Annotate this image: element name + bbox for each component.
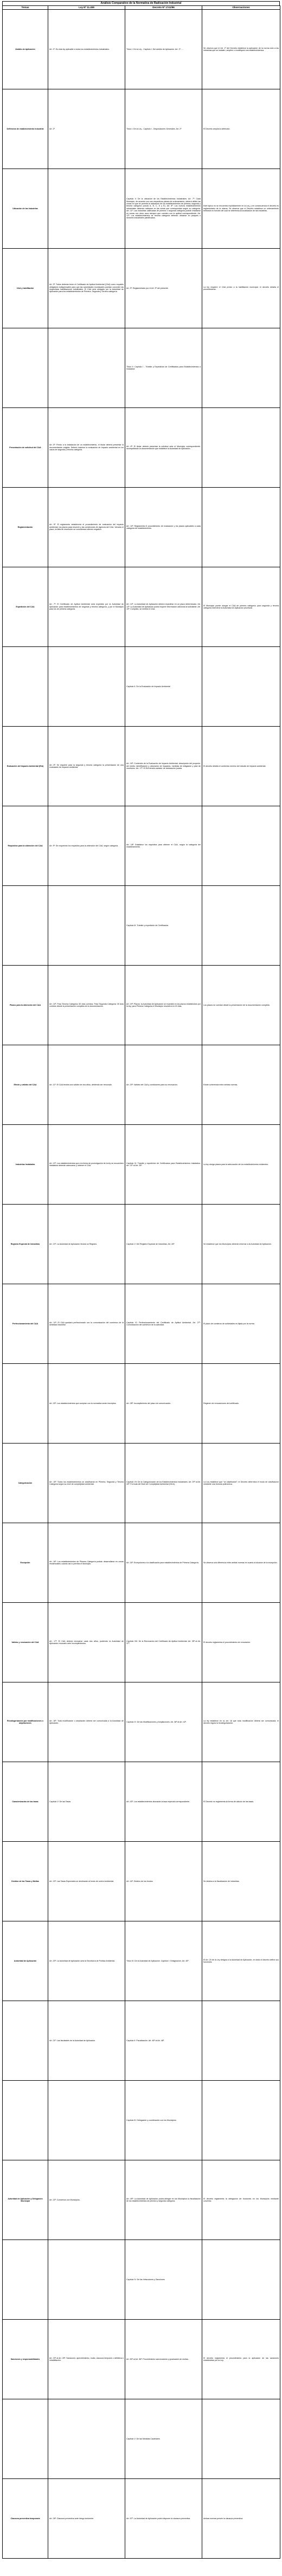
decreto-cell: Capítulo V: Del Registro Especial de Industrias. Art. 26º. [125, 1205, 202, 1284]
column-header-decreto: Decreto Nº 1741/96 [125, 6, 202, 10]
decreto-cell: Capítulo II: Fiscalización. Art. 46º al Art. 48º. [125, 2001, 202, 2081]
ley-cell: Art. 5º: Previo a la instalación de un establecimiento, el titular deberá presentar la documentación exigida. Deberá incluirse la evaluación de impacto ambiental en los casos de segunda y tercera categoría. [48, 408, 125, 488]
tema-cell: Expedición del CAA [3, 567, 48, 647]
tema-cell [3, 328, 48, 408]
decreto-cell: Capítulo III: Delegación y coordinación con los Municipios [125, 2081, 202, 2160]
decreto-cell: Capítulo IX: De las Modificaciones y Ampliaciones. Art. 38º al Art. 42º. [125, 1682, 202, 1762]
ley-cell: Art. 21º: Las facultades de la Autoridad de Aplicación. [48, 2001, 125, 2081]
ley-cell: Art. 14º: El CAA quedará perfeccionado con la comunicación del comienzo de la actividad industrial. [48, 1284, 125, 1364]
tema-cell: Sanciones y responsabilidades [3, 2320, 48, 2399]
tema-cell: Clausura preventiva temporaria [3, 2479, 48, 2559]
decreto-cell: Capítulo II: De la Evaluación de Impacto Ambiental [125, 647, 202, 727]
table-row [3, 2320, 280, 2399]
decreto-cell: Art. 20º: Validez del CAA y condiciones para su renovación. [125, 1045, 202, 1125]
ley-cell: Capítulo V: De las Tasas [48, 1762, 125, 1842]
observaciones-cell [202, 647, 280, 727]
decreto-cell: Capítulo III: Trámite y expedición de Certificados [125, 886, 202, 966]
ley-cell [48, 2240, 125, 2320]
decreto-cell: Título II: Capítulo I - Trámite y Expedición de Certificados para Establecimientos a Instalarse [125, 328, 202, 408]
ley-cell [48, 2081, 125, 2160]
decreto-cell: Capítulo II: De la ubicación de los Establecimientos Industriales. Art. 7º: Cada Municipio, de acuerdo con sus respectivos planes de ordenamiento, deberá definir las zonas en que se permita la radicación de los establecimientos de primera, segunda y tercera categoría (zonas A, B, C, D y E). Art. 8º: Los nuevos establecimientos industriales deberán radicarse en las zonas que correspondan según su categoría. Art. 11º: Las industrias calificadas de primera o segunda categoría podrán instalarse en zonas con otros usos siempre que cuenten con la aptitud correspondiente. Art. 12º: Los establecimientos de tercera categoría deberán ubicarse en parques o sectores industriales planificados. [125, 169, 202, 249]
table-row [3, 1842, 280, 1921]
ley-cell [48, 2399, 125, 2479]
ley-cell [48, 169, 125, 249]
column-header-observaciones: Observaciones [202, 6, 280, 10]
observaciones-cell: El Art. 20 de la Ley designa a la Autoridad de Aplicación, en tanto el decreto define sus funciones. [202, 1921, 280, 2001]
decreto-cell: Art. 34º: Excepciones a la clasificación para establecimientos de Primera Categoría. [125, 1523, 202, 1603]
ley-cell: Art. 13º: La Autoridad de Aplicación llevará un Registro. [48, 1205, 125, 1284]
observaciones-cell [202, 328, 280, 408]
table-row [3, 249, 280, 328]
decreto-cell: Art. 13º: La Autoridad de Aplicación deberá expedirse en un plazo determinado. Art. 14º: La Autoridad de Aplicación podrá requerir información adicional al solicitante. Art. 15º: Cumplido, se emitirá el CAA. [125, 567, 202, 647]
table-row [3, 1125, 280, 1205]
document-title: Análisis Comparativo de la Normativa de Radicación Industrial [2, 1, 280, 5]
decreto-cell: Art. 16º: Contenido de la Evaluación de Impacto Ambiental: descripción del proyecto, del medio, identificación y valoración de impactos, medidas de mitigación y plan de monitoreo. Art. 17º: El EIA tendrá carácter de declaración jurada. [125, 727, 202, 806]
tema-cell: CAA y habilitación [3, 249, 48, 328]
tema-cell: Recategorización por modificaciones o ampliaciones [3, 1682, 48, 1762]
decreto-cell: Art. 8º: El titular deberá presentar la solicitud ante el Municipio correspondiente, acompañando la documentación que establece la Autoridad de Aplicación. [125, 408, 202, 488]
tema-cell: Efecto y validez del CAA [3, 1045, 48, 1125]
observaciones-cell: La ley otorga plazos para la adecuación de los establecimientos existentes. [202, 1125, 280, 1205]
ley-cell: Art. 15º: Los establecimientos que cumplan con la normativa serán inscriptos. [48, 1364, 125, 1444]
ley-cell: Art. 2º [48, 89, 125, 169]
tema-cell: Autoridad de Aplicación [3, 1921, 48, 2001]
table-row [3, 2081, 280, 2160]
ley-cell [48, 886, 125, 966]
table-row [3, 328, 280, 408]
table-row [3, 1762, 280, 1842]
observaciones-cell: Régimen de renovaciones del certificado. [202, 1364, 280, 1444]
ley-cell: Art. 26º: Clausura preventiva ante riesgo inminente. [48, 2479, 125, 2559]
observaciones-cell [202, 2001, 280, 2081]
ley-cell: Art. 20º: La Autoridad de Aplicación será la Secretaría de Política Ambiental. [48, 1921, 125, 2001]
tema-cell [3, 647, 48, 727]
decreto-cell: Capítulo VIII: De la Renovación del Certificado de Aptitud Ambiental. Art. 35º al Art. 37º. [125, 1603, 202, 1682]
observaciones-cell: El plazo de comienzo de actividades es fijado por la norma. [202, 1284, 280, 1364]
decreto-cell: Título I: De la Ley - Capítulo I: Del ámbito de Aplicación. Art. 1º: ... [125, 10, 202, 89]
table-row [3, 1523, 280, 1603]
observaciones-cell: Los plazos se cuentan desde la presentación de la documentación completa. [202, 966, 280, 1045]
decreto-cell: Capítulo V: De las Medidas Cautelares [125, 2399, 202, 2479]
table-row [3, 169, 280, 249]
decreto-cell: Título III: De la Autoridad de Aplicación. Capítulo I: Designación. Art. 45º. [125, 1921, 202, 2001]
observaciones-cell: El decreto reglamenta el procedimiento de renovación. [202, 1603, 280, 1682]
table-row [3, 1682, 280, 1762]
observaciones-cell: Se observa una diferencia entre ambas normas en cuanto al alcance de la excepción. [202, 1523, 280, 1603]
table-row [3, 1045, 280, 1125]
tema-cell: Categorización [3, 1444, 48, 1523]
ley-cell: Art. 11º: El CAA tendrá una validez de dos años, debiendo ser renovado. [48, 1045, 125, 1125]
decreto-cell: Capítulo IV: De las Infracciones y Sanciones [125, 2240, 202, 2320]
table-header-row [3, 6, 280, 10]
tema-cell: Evaluación del Impacto Ambiental (EIA) [3, 727, 48, 806]
table-row [3, 2001, 280, 2081]
decreto-cell: Art. 19º: Plazos: la Autoridad de Aplicación se expedirá en los plazos establecidos por la ley; para Primera Categoría el Municipio resolverá en 15 días. [125, 966, 202, 1045]
observaciones-cell: Este tópico no se encuentra explícitamente en la Ley, y en consecuencia el decreto es reglamentario de la misma. Se observa que el Decreto establece un ordenamiento territorial en función del cual se determina la localización de las industrias. [202, 169, 280, 249]
observaciones-cell: Existe coherencia entre ambas normas. [202, 1045, 280, 1125]
table-row [3, 2240, 280, 2320]
observaciones-cell: El Decreto no reglamenta la forma de cálculo de las tasas. [202, 1762, 280, 1842]
tema-cell: Ámbito de Aplicación [3, 10, 48, 89]
observaciones-cell: La Ley establece que "se clasificarán"; el Decreto determina el modo de clasificación mediante una fórmula polinómica. [202, 1444, 280, 1523]
observaciones-cell [202, 806, 280, 886]
ley-cell: Art. 3º: Todos deberán tener el Certificado de Aptitud Ambiental (CAA) como requisito obligatorio indispensable para que las autoridades municipales puedan conceder las respectivas habilitaciones industriales. El CAA será otorgado por la Autoridad de Aplicación para los establecimientos de Primera, Segunda y Tercera categoría. [48, 249, 125, 328]
ley-cell: Art. 1º: Es esta ley aplicable a todos los establecimientos industriales. [48, 10, 125, 89]
table-row [3, 1603, 280, 1682]
observaciones-cell: El decreto reglamenta el procedimiento para la aplicación de las sanciones establecidas por la Ley. [202, 2320, 280, 2399]
table-row [3, 966, 280, 1045]
tema-cell: Presentación de solicitud del CAA [3, 408, 48, 488]
decreto-cell: Art. 10º: Reglamenta el procedimiento de evaluación y los plazos aplicables a cada categoría de establecimiento. [125, 488, 202, 567]
table-row [3, 727, 280, 806]
table-row [3, 408, 280, 488]
tema-cell: Ubicación de las Industrias [3, 169, 48, 249]
decreto-cell: Capítulo VI: Perfeccionamiento del Certificado de Aptitud Ambiental. Art. 27º: Comunicación del comienzo de la actividad. [125, 1284, 202, 1364]
tema-cell [3, 2399, 48, 2479]
column-header-ley: Ley Nº 11.459 [48, 6, 125, 10]
observaciones-cell [202, 2081, 280, 2160]
observaciones-cell: El Municipio puede otorgar el CAA de primera categoría; para segunda y tercera categoría interviene la Autoridad de Aplicación provincial. [202, 567, 280, 647]
ley-cell: Art. 22º: Convenios con Municipios. [48, 2160, 125, 2240]
decreto-cell: Art. 3º: Reglamentado por el Art. 9º del presente. [125, 249, 202, 328]
ley-cell: Art. 10º: Para Tercera Categoría: 60 días corridos. Para Segunda Categoría: 30 días corridos desde la presentación completa de la documentación. [48, 966, 125, 1045]
observaciones-cell: La ley requiere el CAA previo a la habilitación municipal; el decreto detalla el procedimiento. [202, 249, 280, 328]
table-row [3, 886, 280, 966]
table-row [3, 2399, 280, 2479]
observaciones-cell [202, 2240, 280, 2320]
observaciones-cell: El decreto detalla el contenido mínimo del estudio de impacto ambiental. [202, 727, 280, 806]
ley-cell: Art. 7º: El Certificado de Aptitud Ambiental será expedido por la Autoridad de Aplicación para establecimientos de segunda y tercera categoría, y por el Municipio para los de primera categoría. [48, 567, 125, 647]
table-row [3, 567, 280, 647]
tema-cell [3, 2240, 48, 2320]
tema-cell: Requisitos para la obtención del CAA [3, 806, 48, 886]
observaciones-cell: Se destina a la fiscalización de industrias. [202, 1842, 280, 1921]
observaciones-cell: Se observa que el Art. 1º del Decreto establece la aplicación de la norma sólo a las industrias que se instalen, amplíen o modifiquen sus establecimientos. [202, 10, 280, 89]
decreto-cell: Art. 28º: Incumplimiento del plazo de comunicación. [125, 1364, 202, 1444]
tema-cell: Excepción [3, 1523, 48, 1603]
observaciones-cell: Se establece que los Municipios deberán informar a la Autoridad de Aplicación. [202, 1205, 280, 1284]
decreto-cell: Art. 43º: Los establecimientos abonarán la tasa especial correspondiente. [125, 1762, 202, 1842]
tema-cell: Industrias Instaladas [3, 1125, 48, 1205]
ley-cell [48, 328, 125, 408]
ley-cell: Art. 8º: Se requiere para la segunda y tercera categoría la presentación de una evaluación de impacto ambiental. [48, 727, 125, 806]
observaciones-cell: El Decreto amplía la definición. [202, 89, 280, 169]
ley-cell: Art. 15º: Todos los establecimientos se clasificarán en Primera, Segunda y Tercera Categoría según su nivel de complejidad ambiental. [48, 1444, 125, 1523]
table-row [3, 647, 280, 727]
table-row [3, 1364, 280, 1444]
tema-cell: Autoridad de Aplicación y Delegación Municipal [3, 2160, 48, 2240]
decreto-cell: Título I: De la Ley - Capítulo I - Disposiciones Generales. Art. 2º [125, 89, 202, 169]
table-row [3, 89, 280, 169]
decreto-cell: Capítulo VII: De la Categorización de los Establecimientos Industriales. Art. 29º al Art. 33º: Fórmula del Nivel de Complejidad Ambiental (NCA). [125, 1444, 202, 1523]
tema-cell: Perfeccionamiento del CAA [3, 1284, 48, 1364]
table-row [3, 1284, 280, 1364]
observaciones-cell [202, 886, 280, 966]
table-row [3, 10, 280, 89]
ley-cell: Art. 16º: Los establecimientos de Primera Categoría podrán desarrollarse en zonas residenciales cuando así lo permita el Municipio. [48, 1523, 125, 1603]
tema-cell: Reglamentación [3, 488, 48, 567]
table-row [3, 1444, 280, 1523]
observaciones-cell [202, 2399, 280, 2479]
observaciones-cell [202, 488, 280, 567]
tema-cell [3, 2001, 48, 2081]
table-row [3, 1921, 280, 2001]
decreto-cell: Capítulo IV: Trámite y expedición de Certificados para Establecimientos Instalados. Art. 21º al Art. 25º. [125, 1125, 202, 1205]
ley-cell: Art. 23º al Art. 25º: Sanciones: apercibimiento, multa, clausura temporal o definitiva e inhabilitación. [48, 2320, 125, 2399]
observaciones-cell: Ambas normas prevén la clausura preventiva. [202, 2479, 280, 2559]
observaciones-cell [202, 408, 280, 488]
ley-cell [48, 647, 125, 727]
table-row [3, 488, 280, 567]
ley-cell: Art. 12º: Los establecimientos que a la fecha de promulgación de la ley se encuentren instalados deberán adecuarse y obtener el CAA. [48, 1125, 125, 1205]
tema-cell [3, 886, 48, 966]
tema-cell: Registro Especial de Industrias [3, 1205, 48, 1284]
decreto-cell: Art. 57º: La Autoridad de Aplicación podrá disponer la clausura preventiva. [125, 2479, 202, 2559]
ley-cell: Art. 17º: El CAA deberá renovarse cada dos años, pudiendo la Autoridad de Aplicación revocarlo ante incumplimientos. [48, 1603, 125, 1682]
decreto-cell: Art. 18º: Establece los requisitos para obtener el CAA, según la categoría del establecimiento. [125, 806, 202, 886]
decreto-cell: Art. 50º al Art. 56º: Procedimiento sancionatorio y graduación de multas. [125, 2320, 202, 2399]
decreto-cell: Art. 44º: Destino de los fondos. [125, 1842, 202, 1921]
table-row [3, 806, 280, 886]
tema-cell [3, 2081, 48, 2160]
comparison-table [2, 5, 280, 2559]
tema-cell: Caracterización de las tasas [3, 1762, 48, 1842]
tema-cell [3, 1364, 48, 1444]
table-row [3, 1205, 280, 1284]
observaciones-cell: El decreto reglamenta la delegación de funciones en los Municipios mediante convenio. [202, 2160, 280, 2240]
ley-cell: Art. 18º: Toda modificación o ampliación deberá ser comunicada a la Autoridad de Aplicación. [48, 1682, 125, 1762]
table-row [3, 2479, 280, 2559]
decreto-cell: Art. 49º: La Autoridad de Aplicación podrá delegar en los Municipios la fiscalización de los establecimientos de primera y segunda categoría. [125, 2160, 202, 2240]
ley-cell: Art. 9º: Se requerirán los requisitos para la obtención del CAA, según categoría. [48, 806, 125, 886]
tema-cell: Validez y renovación del CAA [3, 1603, 48, 1682]
tema-cell: Definición de establecimiento industrial [3, 89, 48, 169]
tema-cell: Plazos para la obtención del CAA [3, 966, 48, 1045]
column-header-temas: Temas [3, 6, 48, 10]
tema-cell: Destino de las Tasas y Multas [3, 1842, 48, 1921]
table-row [3, 2160, 280, 2240]
ley-cell: Art. 6º: El reglamento establecerá el procedimiento de evaluación del impacto ambiental, los plazos para resolver y las condiciones de vigencia del CAA. Vencido el plazo, la falta de resolución se considerará silencio negativo. [48, 488, 125, 567]
observaciones-cell: La ley establece en su art. 18 que toda modificación deberá ser comunicada; el decreto regula la recategorización. [202, 1682, 280, 1762]
ley-cell: Art. 19º: Las Tasas Especiales se destinarán al fondo de control ambiental. [48, 1842, 125, 1921]
